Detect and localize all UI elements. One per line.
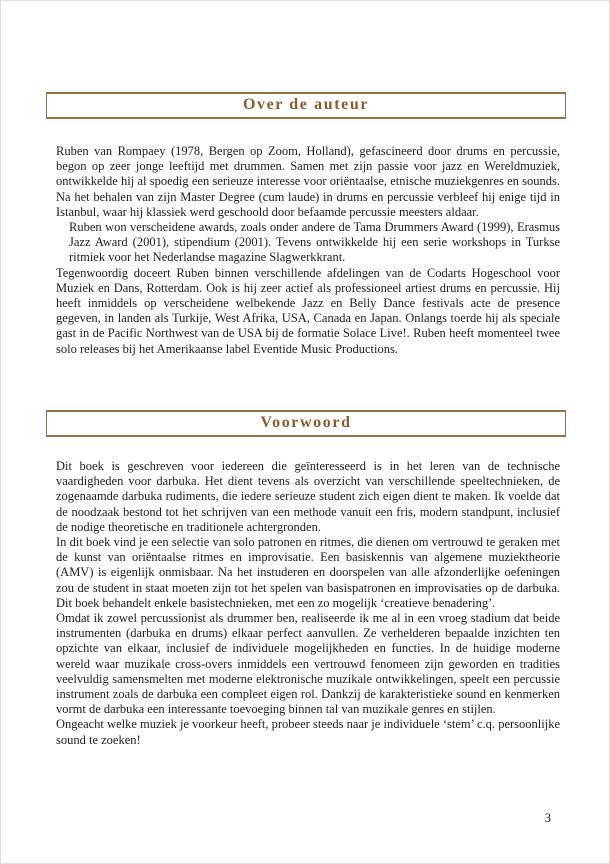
section-title-foreword: Voorwoord — [260, 413, 352, 431]
body-paragraph: Omdat ik zowel percussionist als drummer ben, realiseerde ik me al in een vroeg stadium dat beide instrumenten (darbuka en drums) elkaar perfect aanvullen. Ze verhelderen bepaalde inzichten ten opzichte van elkaar, inclusief de individuele mogelijkheden en functies. In de huidige moderne wereld waar muzikale cross-overs inmiddels een vertrouwd fenomeen zijn geworden en tradities veelvuldig samensmelten met moderne elektronische muzikale ontwikkelingen, speelt een percussie instrument zoals de darbuka een compleet eigen rol. Dankzij de karakteristieke sound en kenmerken vormt de darbuka een interessante toevoeging binnen tal van muzikale genres en stijlen. — [56, 611, 560, 717]
page-number: 3 — [544, 811, 551, 825]
section-title-about: Over de auteur — [242, 95, 370, 113]
about-text-block — [56, 144, 560, 357]
body-paragraph: Tegenwoordig doceert Ruben binnen verschillende afdelingen van de Codarts Hogeschool voor Muziek en Dans, Rotterdam. Ook is hij zeer actief als professioneel artiest drums en percussie. Hij heeft inmiddels op verscheidene welbekende Jazz en Belly Dance festivals acte de presence gegeven, in landen als Turkije, West Afrika, USA, Canada en Japan. Onlangs toerde hij als speciale gast in de Pacific Northwest van de USA bij de formatie Solace Live!. Ruben heeft momenteel twee solo releases bij het Amerikaanse label Eventide Music Productions. — [56, 265, 560, 356]
body-paragraph: Ongeacht welke muziek je voorkeur heeft, probeer steeds naar je individuele ‘stem’ c.q. persoonlijke sound te zoeken! — [56, 717, 560, 747]
section-banner-about — [46, 92, 566, 119]
body-paragraph-awards: Ruben won verscheidene awards, zoals onder andere de Tama Drummers Award (1999), Erasmus Jazz Award (2001), stipendium (2001). Tevens ontwikkelde hij een serie workshops in Turkse ritmiek voor het Nederlandse magazine Slagwerkkrant. — [69, 220, 560, 265]
body-paragraph: In dit boek vind je een selectie van solo patronen en ritmes, die dienen om vertrouwd te geraken met de kunst van oriëntaalse ritmes en improvisatie. Een basiskennis van algemene muziektheorie (AMV) is eigenlijk onmisbaar. Na het instuderen en doorspelen van alle afzonderlijke oefeningen zou de student in staat moeten zijn tot het spelen van basispatronen en improvisaties op de darbuka. Dit boek behandelt enkele basistechnieken, met een zo mogelijk ‘creatieve benadering’. — [56, 535, 560, 610]
body-paragraph: Ruben van Rompaey (1978, Bergen op Zoom, Holland), gefascineerd door drums en percussie, begon op zeer jonge leeftijd met drummen. Samen met zijn passie voor jazz en Wereldmuziek, ontwikkelde hij al spoedig een serieuze interesse voor oriëntaalse, etnische muziekgenres en sounds. Na het behalen van zijn Master Degree (cum laude) in drums en percussie verbleef hij enige tijd in Istanbul, waar hij klassiek werd geschoold door befaamde percussie meesters aldaar. — [56, 144, 560, 219]
body-paragraph: Dit boek is geschreven voor iedereen die geïnteresseerd is in het leren van de technische vaardigheden voor darbuka. Het dient tevens als overzicht van verschillende speeltechnieken, de zogenaamde darbuka rudiments, die iedere serieuze student zich eigen dient te maken. Ik voelde dat de noodzaak bestond tot het schrijven van een methode vanuit een fris, modern standpunt, inclusief de nodige theoretische en traditionele achtergronden. — [56, 459, 560, 534]
section-banner-foreword — [46, 410, 566, 437]
foreword-text-block — [56, 459, 560, 748]
